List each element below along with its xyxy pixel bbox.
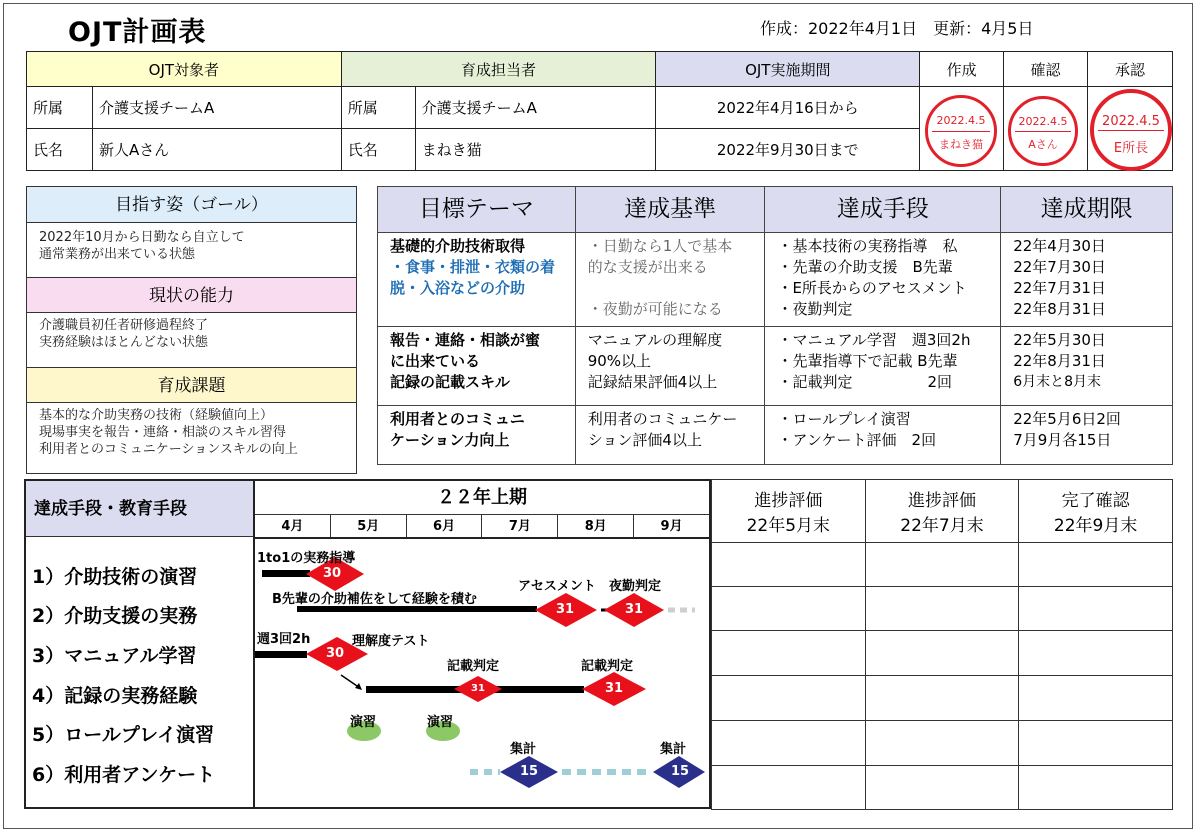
note-tally-2: 集計 xyxy=(660,742,687,757)
trainer-name-label: 氏名 xyxy=(341,129,415,171)
target-name-label: 氏名 xyxy=(27,129,93,171)
trainer-header: 育成担当者 xyxy=(341,52,656,87)
schedule-item-4: 4）記録の実務経験 xyxy=(32,685,198,707)
eval-cell xyxy=(712,587,866,631)
month-apr: 4月 xyxy=(255,515,331,537)
note-record-check-1: 記載判定 xyxy=(447,659,500,674)
month-sep: 9月 xyxy=(660,519,683,534)
approval-approve-header: 承認 xyxy=(1088,52,1173,87)
stamp-date: 2022.4.5 xyxy=(1018,115,1068,128)
schedule-item-3: 3）マニュアル学習 xyxy=(32,645,197,667)
current-ability-text: 介護職員初任者研修過程終了 実務経験はほとんどない状態 xyxy=(39,318,209,350)
milestone-label: 31 xyxy=(625,602,644,617)
eval-cell xyxy=(865,587,1019,631)
goal-row1-deadline: 22年4月30日 22年7月30日 22年7月31日 22年8月31日 xyxy=(1001,233,1173,327)
goals-header-means: 達成手段 xyxy=(765,187,1001,233)
stamp-date: 2022.4.5 xyxy=(936,114,986,127)
goal-title: 目指す姿（ゴール） xyxy=(27,187,356,223)
eval-cell xyxy=(712,721,866,766)
milestone-label: 31 xyxy=(556,602,575,617)
eval-header-sep-type: 完了確認 xyxy=(1061,491,1130,511)
milestone-label: 31 xyxy=(605,681,624,696)
eval-header-jul-date: 22年7月末 xyxy=(900,516,984,536)
eval-cell xyxy=(1019,766,1173,810)
target-dept-label: 所属 xyxy=(27,87,93,129)
goal-row3-theme: 利用者とのコミュニ ケーション力向上 xyxy=(378,406,576,465)
eval-cell xyxy=(865,766,1019,810)
goal-row1-criteria-b: ・夜勤が可能になる xyxy=(587,300,723,318)
note-nightshift: 夜勤判定 xyxy=(609,579,662,594)
eval-cell xyxy=(712,543,866,587)
eval-header-jul-type: 進捗評価 xyxy=(907,491,976,511)
milestone-label: 15 xyxy=(520,764,539,779)
period-to: 2022年9月30日まで xyxy=(656,129,920,171)
month-jul: 7月 xyxy=(482,515,558,537)
trainer-name-value: まねき猫 xyxy=(415,129,656,171)
eval-cell xyxy=(1019,676,1173,721)
goal-row3-means: ・ロールプレイ演習 ・アンケート評価 2回 xyxy=(765,406,1001,465)
eval-cell xyxy=(1019,721,1173,766)
milestone-label: 31 xyxy=(471,683,485,694)
period-header: OJT実施期間 xyxy=(656,52,920,87)
schedule-item-2: 2）介助支援の実務 xyxy=(32,605,198,627)
goals-header-deadline: 達成期限 xyxy=(1001,187,1173,233)
month-jun: 6月 xyxy=(407,515,483,537)
bar-item3 xyxy=(255,651,307,658)
note-exercise-2: 演習 xyxy=(427,715,454,730)
eval-cell xyxy=(1019,631,1173,676)
note-assessment: アセスメント xyxy=(518,579,596,594)
stamp-date: 2022.4.5 xyxy=(1102,114,1160,129)
note-b-senior: B先輩の介助補佐をして経験を積む xyxy=(272,592,477,607)
goal-text: 2022年10月から日勤なら自立して 通常業務が出来ている状態 xyxy=(39,230,245,262)
eval-cell xyxy=(865,543,1019,587)
bar-item1 xyxy=(262,570,310,577)
target-header: OJT対象者 xyxy=(27,52,342,87)
eval-header-may-type: 進捗評価 xyxy=(754,491,823,511)
issues-title: 育成課題 xyxy=(27,367,356,403)
stamp-name: まねき猫 xyxy=(939,138,983,151)
goal-row1-theme-detail: ・食事・排泄・衣類の着 脱・入浴などの介助 xyxy=(390,258,556,297)
eval-header-may xyxy=(712,480,866,543)
schedule-item-6: 6）利用者アンケート xyxy=(32,764,216,786)
month-aug: 8月 xyxy=(558,515,634,537)
document-dates: 作成：2022年4月1日 更新：4月5日 xyxy=(760,19,1034,38)
schedule-period-title: ２２年上期 xyxy=(255,481,709,515)
target-dept-value: 介護支援チームA xyxy=(92,87,341,129)
eval-header-jul xyxy=(865,480,1019,543)
goal-row2-criteria: マニュアルの理解度 90%以上 記録結果評価4以上 xyxy=(575,327,765,406)
goals-header-criteria: 達成基準 xyxy=(575,187,765,233)
goal-row2-deadline-note: 6月末と8月末 xyxy=(1013,374,1102,390)
eval-cell xyxy=(712,676,866,721)
goals-header-theme: 目標テーマ xyxy=(378,187,576,233)
approval-create-header: 作成 xyxy=(920,52,1004,87)
target-name-value: 新人Aさん xyxy=(92,129,341,171)
note-weekly: 週3回2h xyxy=(257,632,311,647)
eval-cell xyxy=(712,766,866,810)
milestone-label: 30 xyxy=(326,646,345,661)
goal-row2-theme: 報告・連絡・相談が蜜 に出来ている 記録の記載スキル xyxy=(378,327,576,406)
goal-row2-deadline-dates: 22年5月30日 22年8月31日 xyxy=(1013,331,1106,370)
goal-row1-means: ・基本技術の実務指導 私 ・先輩の介助支援 B先輩 ・E所長からのアセスメント ・夜勤判定 xyxy=(765,233,1001,327)
issues-text: 基本的な介助実務の技術（経験値向上） 現場事実を報告・連絡・相談のスキル習得 利用者とのコミュニケーションスキルの向上 xyxy=(39,408,298,457)
goal-row3-deadline: 22年5月6日2回 7月9月各15日 xyxy=(1001,406,1173,465)
eval-cell xyxy=(865,721,1019,766)
note-exercise-1: 演習 xyxy=(350,715,377,730)
milestone-label: 15 xyxy=(671,764,690,779)
note-record-check-2: 記載判定 xyxy=(581,659,634,674)
goal-row1-theme-main: 基礎的介助技術取得 xyxy=(390,237,526,255)
approval-check-header: 確認 xyxy=(1004,52,1088,87)
goal-row3-criteria: 利用者のコミュニケー ション評価4以上 xyxy=(575,406,765,465)
note-1to1: 1to1の実務指導 xyxy=(257,551,356,566)
schedule-section-title: 達成手段・教育手段 xyxy=(26,481,253,537)
schedule-item-5: 5）ロールプレイ演習 xyxy=(32,724,215,746)
current-ability-title: 現状の能力 xyxy=(27,277,356,313)
eval-header-sep xyxy=(1019,480,1173,543)
stamp-name: Aさん xyxy=(1028,138,1058,151)
month-may: 5月 xyxy=(331,515,407,537)
goal-row2-means: ・マニュアル学習 週3回2h ・先輩指導下で記載 B先輩 ・記載判定 2回 xyxy=(765,327,1001,406)
trainer-dept-value: 介護支援チームA xyxy=(415,87,656,129)
goal-row1-criteria-a: ・日勤なら1人で基本 的な支援が出来る xyxy=(587,237,733,276)
eval-header-may-date: 22年5月末 xyxy=(746,516,831,536)
trainer-dept-label: 所属 xyxy=(341,87,415,129)
eval-cell xyxy=(1019,587,1173,631)
milestone-label: 30 xyxy=(323,566,342,581)
page-title: OJT計画表 xyxy=(68,17,207,48)
schedule-item-1: 1）介助技術の演習 xyxy=(32,566,198,588)
note-tally-1: 集計 xyxy=(510,742,537,757)
eval-cell xyxy=(1019,543,1173,587)
note-comprehension-test: 理解度テスト xyxy=(352,634,430,649)
evaluation-table xyxy=(711,479,1173,810)
eval-cell xyxy=(712,631,866,676)
eval-cell xyxy=(865,676,1019,721)
stamp-name: E所長 xyxy=(1113,141,1149,156)
eval-header-sep-date: 22年9月末 xyxy=(1053,516,1138,536)
period-from: 2022年4月16日から xyxy=(656,87,920,129)
eval-cell xyxy=(865,631,1019,676)
